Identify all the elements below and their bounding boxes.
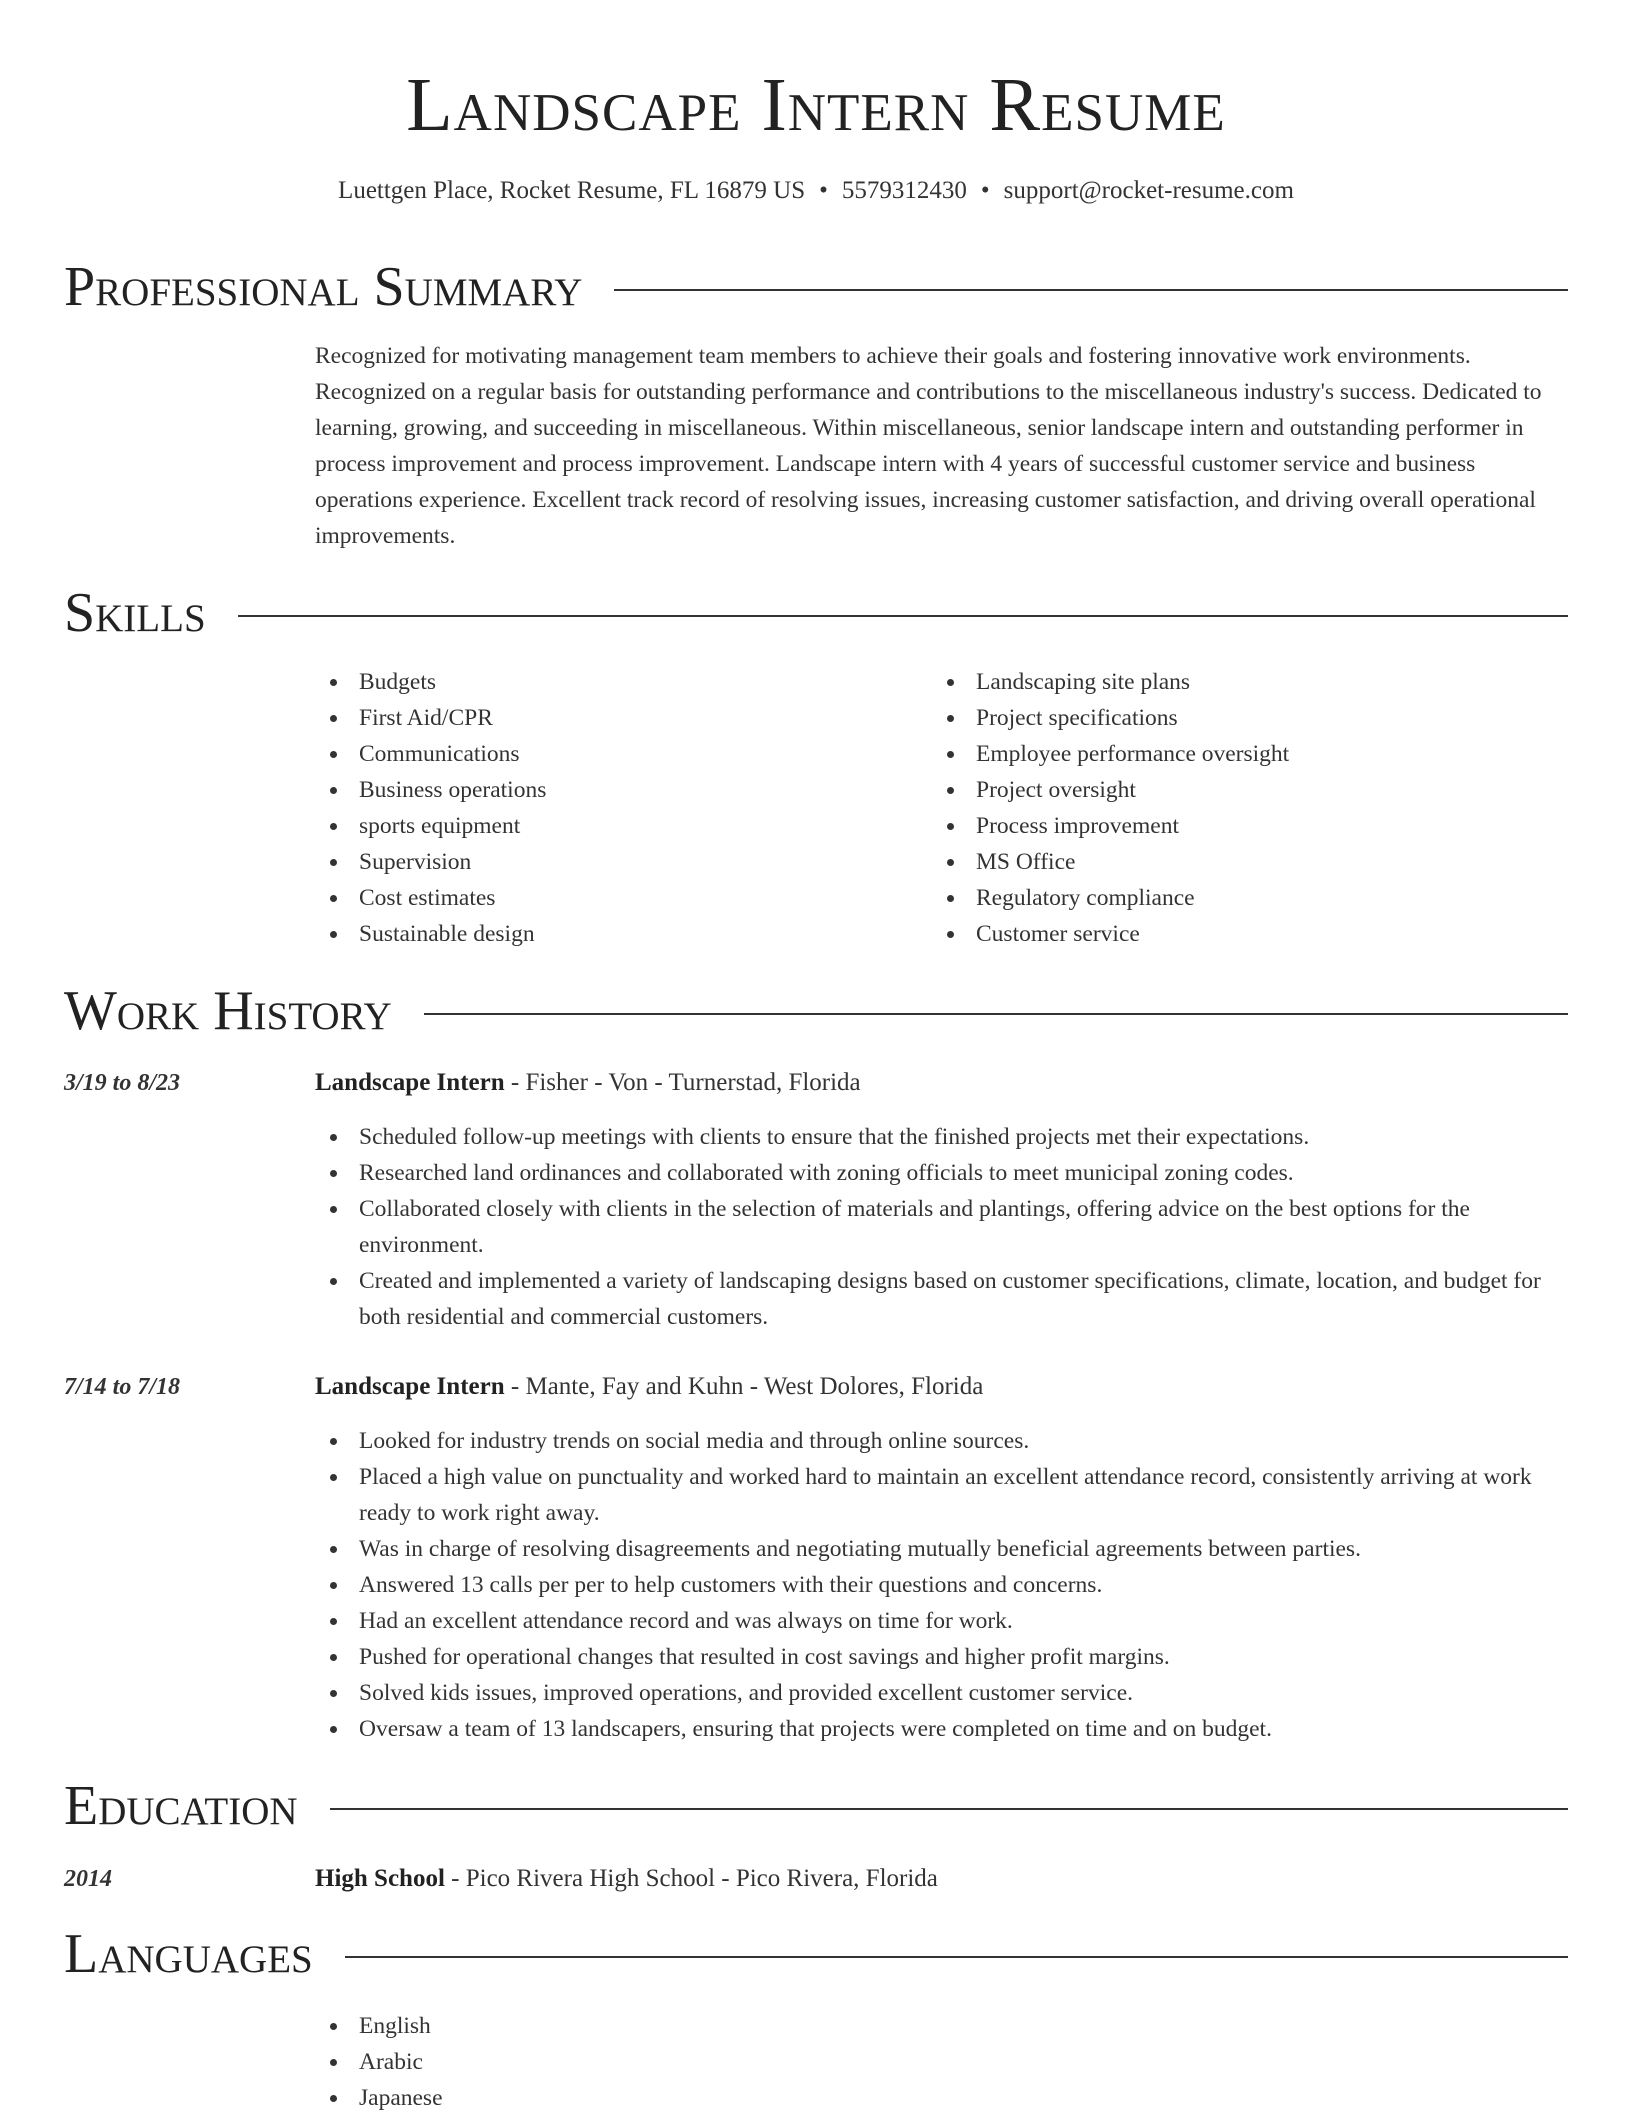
skill-item: Sustainable design (315, 916, 875, 952)
skill-item: Process improvement (932, 808, 1492, 844)
job-title: Landscape Intern (315, 1069, 505, 1096)
skill-item: Communications (315, 736, 875, 772)
job-bullet: Oversaw a team of 13 landscapers, ensuring that projects were completed on time and on budget. (315, 1711, 1569, 1747)
language-item: English (315, 2008, 1569, 2044)
job-title: Landscape Intern (315, 1373, 505, 1400)
skill-item: Budgets (315, 664, 875, 700)
section-divider (345, 1956, 1568, 1958)
skill-item: Cost estimates (315, 880, 875, 916)
contact-address: Luettgen Place, Rocket Resume, FL 16879 US (338, 177, 806, 204)
job-heading (315, 1369, 1569, 1405)
job-bullet: Scheduled follow-up meetings with clients to ensure that the finished projects met their expectations. (315, 1119, 1569, 1155)
section-title-work-history: Work History (64, 980, 392, 1042)
skill-item: First Aid/CPR (315, 700, 875, 736)
section-header-work-history (64, 981, 1568, 1041)
section-divider (238, 615, 1568, 617)
section-title-education: Education (64, 1775, 298, 1837)
skills-list-left (315, 664, 875, 952)
section-title-summary: Professional Summary (64, 256, 583, 318)
job-employer: - Mante, Fay and Kuhn - West Dolores, Florida (504, 1373, 984, 1400)
section-title-skills: Skills (64, 582, 206, 644)
contact-phone: 5579312430 (841, 177, 967, 204)
section-divider (330, 1808, 1568, 1810)
section-title-languages: Languages (64, 1923, 313, 1985)
job-employer: - Fisher - Von - Turnerstad, Florida (504, 1069, 861, 1096)
education-year: 2014 (64, 1866, 112, 1892)
resume-title: Landscape Intern Resume (406, 63, 1226, 147)
job-bullet: Was in charge of resolving disagreements and negotiating mutually beneficial agreements between parties. (315, 1531, 1569, 1567)
job-bullet: Had an excellent attendance record and was always on time for work. (315, 1603, 1569, 1639)
skill-item: MS Office (932, 844, 1492, 880)
section-header-skills (64, 583, 1568, 643)
skill-item: Regulatory compliance (932, 880, 1492, 916)
job-bullets (315, 1119, 1569, 1335)
contact-separator: • (819, 177, 828, 204)
skill-item: Customer service (932, 916, 1492, 952)
job-bullet: Looked for industry trends on social media and through online sources. (315, 1423, 1569, 1459)
section-divider (614, 289, 1568, 291)
job-dates: 3/19 to 8/23 (64, 1070, 181, 1096)
contact-email[interactable]: support@rocket-resume.com (1003, 177, 1294, 204)
education-school: - Pico Rivera High School - Pico Rivera, Florida (444, 1865, 938, 1892)
section-divider (424, 1013, 1568, 1015)
section-header-summary (64, 257, 1568, 317)
section-header-education (64, 1776, 1568, 1836)
contact-separator: • (980, 177, 990, 204)
job-dates: 7/14 to 7/18 (64, 1374, 181, 1400)
language-item: Arabic (315, 2044, 1569, 2080)
skills-list-right (932, 664, 1492, 952)
education-entry (315, 1861, 1569, 1897)
job-bullet: Answered 13 calls per per to help customers with their questions and concerns. (315, 1567, 1569, 1603)
skill-item: Project oversight (932, 772, 1492, 808)
skill-item: Business operations (315, 772, 875, 808)
job-bullet: Pushed for operational changes that resulted in cost savings and higher profit margins. (315, 1639, 1569, 1675)
contact-line (0, 175, 1632, 207)
languages-list (315, 2008, 1569, 2116)
job-bullets (315, 1423, 1569, 1747)
language-item: Japanese (315, 2080, 1569, 2116)
job-bullet: Placed a high value on punctuality and worked hard to maintain an excellent attendance record, consistently arriving at work ready to work right away. (315, 1459, 1569, 1531)
skill-item: Project specifications (932, 700, 1492, 736)
job-bullet: Solved kids issues, improved operations, and provided excellent customer service. (315, 1675, 1569, 1711)
skill-item: Employee performance oversight (932, 736, 1492, 772)
section-header-languages (64, 1924, 1568, 1984)
summary-text: Recognized for motivating management team members to achieve their goals and fostering innovative work environments. Recognized on a regular basis for outstanding performance and contributions to the miscellaneous industry's success. Dedicated to learning, growing, and succeeding in miscellaneous. Within miscellaneous, senior landscape intern and outstanding performer in process improvement and process improvement. Landscape intern with 4 years of successful customer service and business operations experience. Excellent track record of resolving issues, increasing customer satisfaction, and driving overall operational improvements. (315, 343, 1542, 549)
skill-item: Supervision (315, 844, 875, 880)
job-bullet: Collaborated closely with clients in the selection of materials and plantings, offering advice on the best options for the environment. (315, 1191, 1569, 1263)
skill-item: Landscaping site plans (932, 664, 1492, 700)
job-bullet: Researched land ordinances and collaborated with zoning officials to meet municipal zoning codes. (315, 1155, 1569, 1191)
job-bullet: Created and implemented a variety of landscaping designs based on customer specifications, climate, location, and budget for both residential and commercial customers. (315, 1263, 1569, 1335)
skill-item: sports equipment (315, 808, 875, 844)
education-degree: High School (315, 1865, 445, 1892)
job-heading (315, 1065, 1569, 1101)
